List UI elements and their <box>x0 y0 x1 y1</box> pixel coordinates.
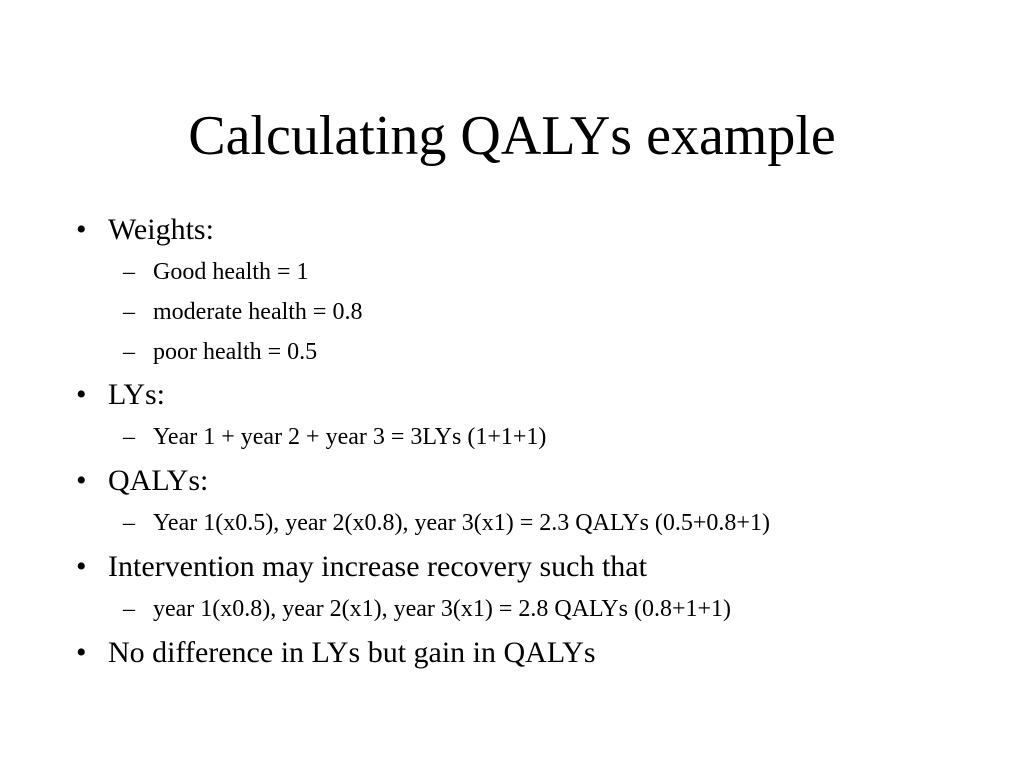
sub-bullet-good-health <box>123 257 309 287</box>
slide-title: Calculating QALYs example <box>188 105 836 167</box>
bullet-dot: • <box>76 550 87 583</box>
sub-bullet-dash: – <box>123 510 135 536</box>
sub-bullet-text: Year 1 + year 2 + year 3 = 3LYs (1+1+1) <box>153 424 547 450</box>
bullet-qalys <box>76 463 209 499</box>
bullet-lys <box>76 377 165 413</box>
bullet-dot: • <box>76 464 87 497</box>
bullet-text: Intervention may increase recovery such that <box>108 550 647 583</box>
sub-bullet-text: year 1(x0.8), year 2(x1), year 3(x1) = 2.8 QALYs (0.8+1+1) <box>153 596 732 622</box>
bullet-dot: • <box>76 378 87 411</box>
bullet-text: QALYs: <box>108 464 209 497</box>
bullet-dot: • <box>76 636 87 669</box>
sub-bullet-dash: – <box>123 299 135 325</box>
sub-bullet-text: poor health = 0.5 <box>153 339 318 365</box>
bullet-text: Weights: <box>108 213 214 246</box>
sub-bullet-dash: – <box>123 259 135 285</box>
sub-bullet-dash: – <box>123 339 135 365</box>
bullet-weights <box>76 212 214 248</box>
sub-bullet-text: moderate health = 0.8 <box>153 299 363 325</box>
bullet-conclusion <box>76 635 596 671</box>
sub-bullet-dash: – <box>123 424 135 450</box>
sub-bullet-text: Good health = 1 <box>153 259 309 285</box>
sub-bullet-dash: – <box>123 596 135 622</box>
sub-bullet-lys-calculation <box>123 422 547 452</box>
sub-bullet-intervention-calculation <box>123 594 732 624</box>
bullet-intervention <box>76 549 647 585</box>
sub-bullet-moderate-health <box>123 297 363 327</box>
bullet-text: No difference in LYs but gain in QALYs <box>108 636 596 669</box>
bullet-dot: • <box>76 213 87 246</box>
bullet-text: LYs: <box>108 378 165 411</box>
sub-bullet-text: Year 1(x0.5), year 2(x0.8), year 3(x1) = 2.3 QALYs (0.5+0.8+1) <box>153 510 770 536</box>
sub-bullet-qalys-calculation <box>123 508 770 538</box>
sub-bullet-poor-health <box>123 337 318 367</box>
